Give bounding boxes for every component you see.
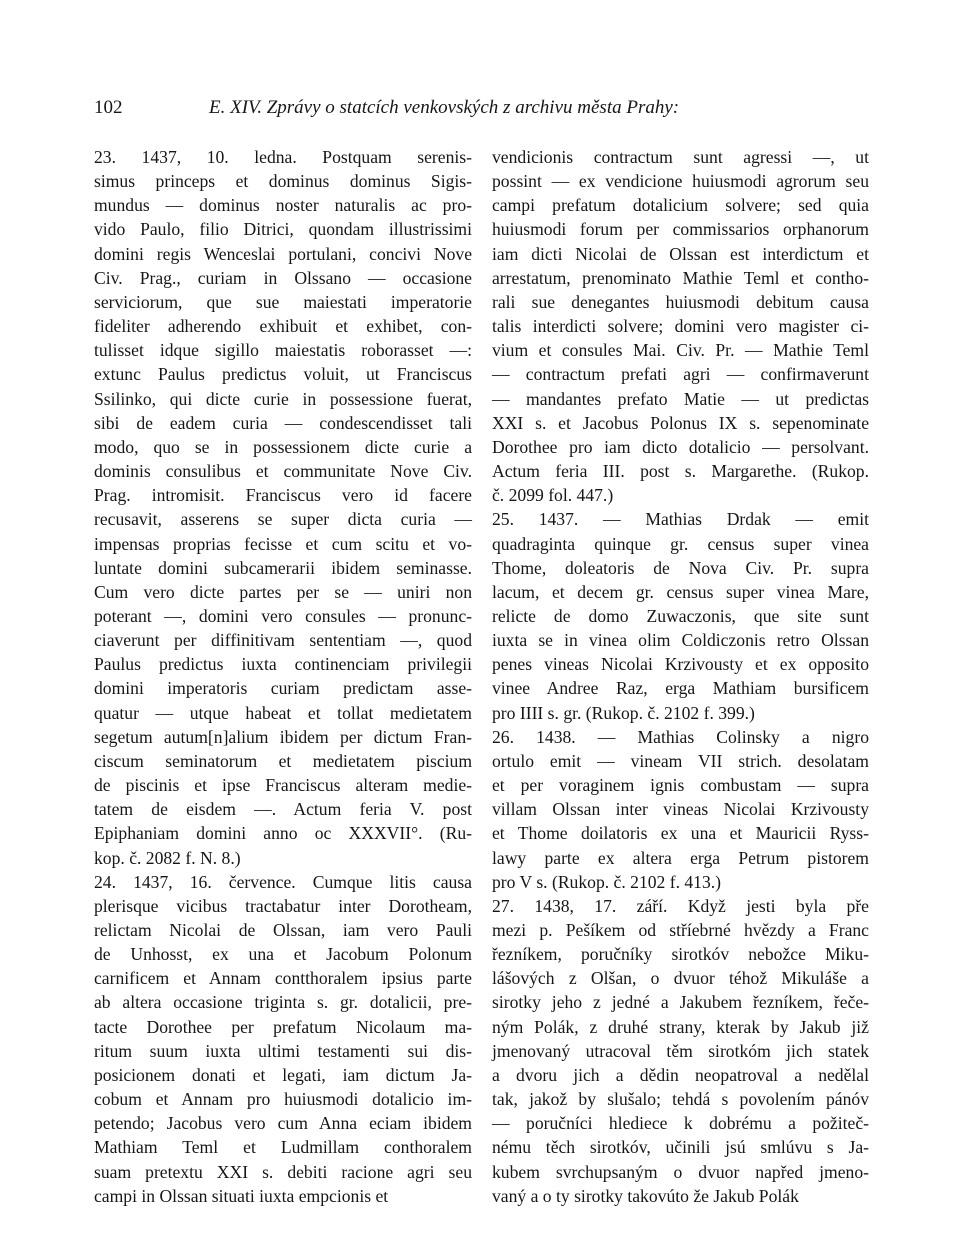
text-line: posicionem donati et legati, iam dictum Ja- (94, 1064, 472, 1085)
text-line: 27. 1438, 17. září. Když jesti byla pře (492, 895, 869, 916)
text-line: sirotky jeho z jedné a Jakubem řezníkem, řeče- (492, 992, 869, 1013)
text-line: Dorothee pro iam dicto dotalicio — persolvant. (492, 436, 869, 457)
text-line: rali sue denegantes huiusmodi debitum causa (492, 291, 869, 312)
text-line: fideliter adherendo exhibuit et exhibet, con- (94, 316, 472, 337)
text-line: tak, jakož by slušalo; tehdá s povolením pánóv (492, 1089, 869, 1110)
text-line: villam Olssan inter vineas Nicolai Krzivousty (492, 799, 869, 820)
text-line: domini imperatoris curiam predictam asse- (94, 678, 472, 699)
text-line: et Thome doilatoris ex una et Mauricii Ryss- (492, 823, 869, 844)
left-column (94, 145, 472, 1208)
text-line: petendo; Jacobus vero cum Anna eciam ibidem (94, 1113, 472, 1134)
text-line: — mandantes prefato Matie — ut predictas (492, 388, 869, 409)
text-line: ortulo emit — vineam VII strich. desolatam (492, 750, 869, 771)
text-line: — poručníci hlediece k dobrému a požiteč- (492, 1113, 869, 1134)
right-column (492, 145, 869, 1208)
text-line: simus princeps et dominus dominus Sigis- (94, 171, 472, 192)
text-line: ným Polák, z druhé strany, kterak by Jakub již (492, 1016, 869, 1037)
text-line: pro V s. (Rukop. č. 2102 f. 413.) (492, 871, 722, 892)
text-line: lawy parte ex altera erga Petrum pistorem (492, 847, 869, 868)
text-line: č. 2099 fol. 447.) (492, 485, 614, 506)
text-line: řezníkem, poručníky sirotkóv nebožce Miku- (492, 944, 869, 965)
text-line: de Unhosst, ex una et Jacobum Polonum (94, 944, 472, 965)
text-line: Mathiam Teml et Ludmillam conthoralem (94, 1137, 472, 1158)
page-header (94, 97, 874, 127)
text-line: Epiphaniam domini anno oc XXXVII°. (Ru- (94, 823, 472, 844)
text-line: Actum feria III. post s. Margarethe. (Rukop. (492, 461, 869, 482)
text-line: jmenovaný utracoval těm sirotkóm jich statek (492, 1040, 869, 1061)
text-line: plerisque vicibus tractabatur inter Dorotheam, (94, 895, 472, 916)
text-line: luntate domini subcamerarii ibidem seminasse. (94, 557, 472, 578)
text-line: et per voraginem ignis combustam — supra (492, 775, 869, 796)
text-line: extunc Paulus predictus voluit, ut Franciscus (94, 364, 472, 385)
text-line: lacum, et decem gr. census super vinea Mare, (492, 581, 869, 602)
text-line: possint — ex vendicione huiusmodi agrorum seu (492, 171, 869, 192)
text-line: vaný a o ty sirotky takovúto že Jakub Polák (492, 1185, 799, 1206)
text-line: quatur — utque habeat et tollat medietatem (94, 702, 472, 723)
text-line: domini regis Wenceslai portulani, concivi Nove (94, 243, 472, 264)
text-line: serviciorum, que sue maiestati imperatorie (94, 291, 472, 312)
text-line: ciscum seminatorum et medietatem piscium (94, 750, 472, 771)
text-line: tulisset idque sigillo maiestatis roborasset —: (94, 340, 472, 361)
page-number: 102 (94, 97, 123, 118)
text-line: ciaverunt per diffinitivam sententiam —, quod (94, 630, 472, 651)
text-line: ab altera occasione triginta s. gr. dotalicii, pre- (94, 992, 472, 1013)
text-line: recusavit, asserens se super dicta curia — (94, 509, 472, 530)
text-line: 26. 1438. — Mathias Colinsky a nigro (492, 726, 869, 747)
text-line: Thome, doleatoris de Nova Civ. Pr. supra (492, 557, 869, 578)
running-title: E. XIV. Zprávy o statcích venkovských z archivu města Prahy: (209, 97, 680, 118)
text-line: quadraginta quinque gr. census super vinea (492, 533, 869, 554)
text-line: Civ. Prag., curiam in Olssano — occasione (94, 267, 472, 288)
text-line: poterant —, domini vero consules — pronunc- (94, 605, 472, 626)
text-line: mundus — dominus noster naturalis ac pro- (94, 195, 472, 216)
text-line: modo, quo se in possessionem dicte curie a (94, 436, 472, 457)
text-line: nému těch sirotkóv, učinili jsú smlúvu s Ja- (492, 1137, 869, 1158)
text-line: Ssilinko, qui dicte curie in possessione fuerat, (94, 388, 472, 409)
text-line: campi in Olssan situati iuxta empcionis et (94, 1185, 389, 1206)
text-line: dominis consulibus et communitate Nove Civ. (94, 461, 472, 482)
text-line: campi prefatum dotalicium solvere; sed quia (492, 195, 869, 216)
text-line: vendicionis contractum sunt agressi —, ut (492, 147, 869, 167)
text-line: talis interdicti solvere; domini vero magister ci- (492, 316, 869, 337)
text-line: iuxta se in vinea olim Coldiczonis retro Olssan (492, 630, 869, 651)
text-line: a dvoru jich a dědin neopatroval a nedělal (492, 1064, 869, 1085)
text-line: suam pretextu XXI s. debiti racione agri seu (94, 1161, 472, 1182)
text-line: vinee Andree Raz, erga Mathiam bursificem (492, 678, 869, 699)
text-line: Cum vero dicte partes per se — uniri non (94, 581, 472, 602)
text-line: vium et consules Mai. Civ. Pr. — Mathie Teml (492, 340, 869, 361)
text-line: pro IIII s. gr. (Rukop. č. 2102 f. 399.) (492, 702, 755, 723)
text-line: XXI s. et Jacobus Polonus IX s. sepenominate (492, 412, 869, 433)
text-line: tacte Dorothee per prefatum Nicolaum ma- (94, 1016, 472, 1037)
text-line: 23. 1437, 10. ledna. Postquam serenis- (94, 147, 472, 167)
text-line: sibi de eadem curia — condescendisset tali (94, 412, 472, 433)
text-line: 25. 1437. — Mathias Drdak — emit (492, 509, 869, 530)
text-line: tatem de eisdem —. Actum feria V. post (94, 799, 472, 820)
text-line: Paulus predictus iuxta continenciam privilegii (94, 654, 472, 675)
text-line: relictam Nicolai de Olssan, iam vero Pauli (94, 920, 472, 940)
text-line: Prag. intromisit. Franciscus vero id facere (94, 485, 472, 506)
text-line: segetum autum[n]alium ibidem per dictum Fran- (94, 726, 472, 747)
text-line: impensas proprias fecisse et cum scitu et vo- (94, 533, 472, 554)
text-line: de piscinis et ipse Franciscus alteram medie- (94, 775, 472, 796)
text-line: lášových z Olšan, o dvuor téhož Mikuláše a (492, 968, 869, 989)
text-line: kubem svrchupsaným o dvuor napřed jmeno- (492, 1161, 869, 1182)
text-line: iam dicti Nicolai de Olssan est interdictum et (492, 243, 869, 264)
text-line: penes vineas Nicolai Krzivousty et ex opposito (492, 654, 869, 675)
text-line: mezi p. Pešíkem od stříebrné hvězdy a Franc (492, 920, 869, 940)
text-line: relicte de domo Zuwaczonis, que site sunt (492, 605, 869, 626)
text-line: 24. 1437, 16. července. Cumque litis causa (94, 871, 472, 892)
text-line: kop. č. 2082 f. N. 8.) (94, 847, 241, 868)
text-line: cobum et Annam pro huiusmodi dotalicio im- (94, 1089, 472, 1110)
text-line: carnificem et Annam contthoralem ipsius parte (94, 968, 472, 989)
text-line: — contractum prefati agri — confirmaverunt (492, 364, 869, 385)
text-line: vido Paulo, filio Ditrici, quondam illustrissimi (94, 219, 472, 240)
text-line: arrestatum, prenominato Mathie Teml et contho- (492, 267, 869, 288)
text-line: huiusmodi forum per commissarios orphanorum (492, 219, 869, 240)
text-line: ritum suum iuxta ultimi testamenti sui dis- (94, 1040, 472, 1061)
